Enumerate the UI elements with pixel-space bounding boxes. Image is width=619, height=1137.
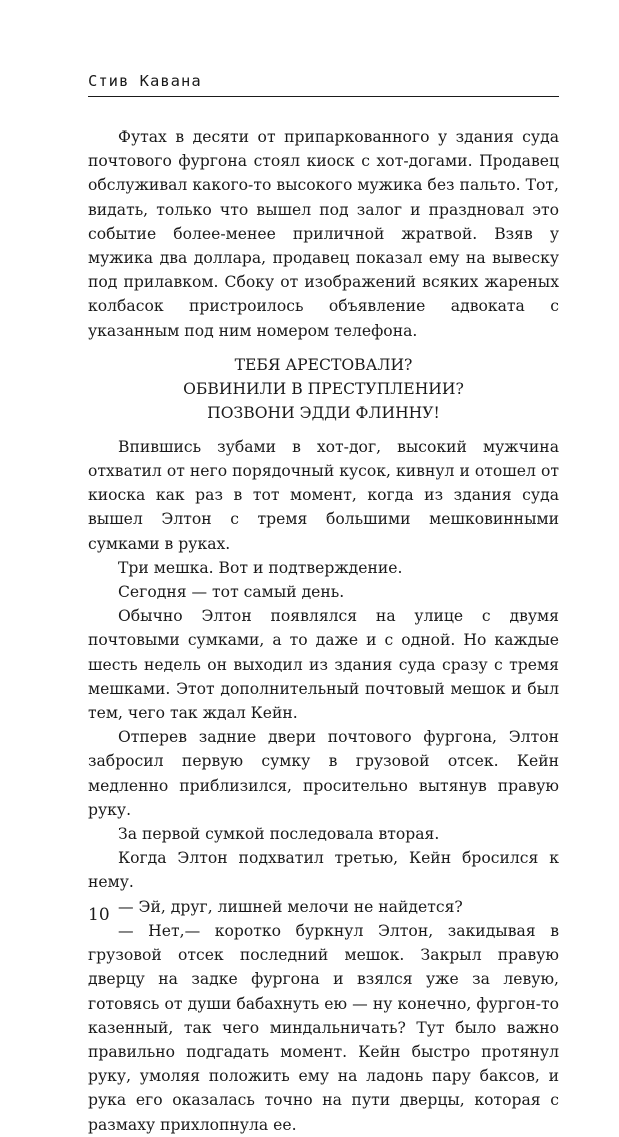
dialogue-line: — Эй, друг, лишней мелочи не найдется? (118, 897, 463, 916)
paragraph: Футах в десяти от припаркованного у здания суда почтового фургона стоял киоск с хот-догами. Продавец обслуживал какого-то высокого мужика без пальто. Тот, видать, только что вышел под залог и праздновал это событие более-менее приличной жратвой. Взяв у мужика два доллара, продавец показал ему на вывеску под прилавком. Сбоку от изображений всяких жареных колбасок пристроилось объявление адвоката с указанным под ним номером телефона. (88, 128, 559, 340)
body-text (88, 125, 559, 1137)
sign-line: ПОЗВОНИ ЭДДИ ФЛИННУ! (207, 403, 440, 422)
dialogue-line: — Нет,— коротко буркнул Элтон, закидывая в грузовой отсек последний мешок. Закрыл правую дверцу на задке фургона и взялся уже за левую, готовясь от души бабахнуть ею — ну конечно, фургон-то казенный, так чего миндальничать? Тут было важно правильно подгадать момент. Кейн быстро протянул руку, умоляя положить ему на ладонь пару баксов, и рука его оказалась точно на пути дверцы, которая с размаху прихлопнула ее. (88, 921, 559, 1134)
paragraph: Обычно Элтон появлялся на улице с двумя почтовыми сумками, а то даже и с одной. Но каждые шесть недель он выходил из здания суда сразу с тремя мешками. Этот дополнительный почтовый мешок и был тем, чего так ждал Кейн. (88, 607, 559, 723)
spacer (88, 425, 559, 435)
paragraph: Три мешка. Вот и подтверждение. (118, 558, 403, 577)
paragraph: Сегодня — тот самый день. (118, 583, 345, 602)
paragraph: Впившись зубами в хот-дог, высокий мужчина отхватил от него порядочный кусок, кивнул и отошел от киоска как раз в тот момент, когда из здания суда вышел Элтон с тремя большими мешковинными сумками в руках. (88, 437, 559, 553)
header-rule (88, 96, 559, 97)
spacer (88, 343, 559, 353)
running-header: Стив Кавана (88, 72, 202, 90)
page-number: 10 (88, 905, 110, 925)
paragraph: Когда Элтон подхватил третью, Кейн бросился к нему. (88, 849, 559, 892)
sign-line: ОБВИНИЛИ В ПРЕСТУПЛЕНИИ? (183, 379, 464, 398)
sign-line: ТЕБЯ АРЕСТОВАЛИ? (234, 355, 413, 374)
paragraph: За первой сумкой последовала вторая. (118, 825, 440, 844)
paragraph: Отперев задние двери почтового фургона, Элтон забросил первую сумку в грузовой отсек. Кейн медленно приблизился, просительно вытянув правую руку. (88, 728, 559, 819)
